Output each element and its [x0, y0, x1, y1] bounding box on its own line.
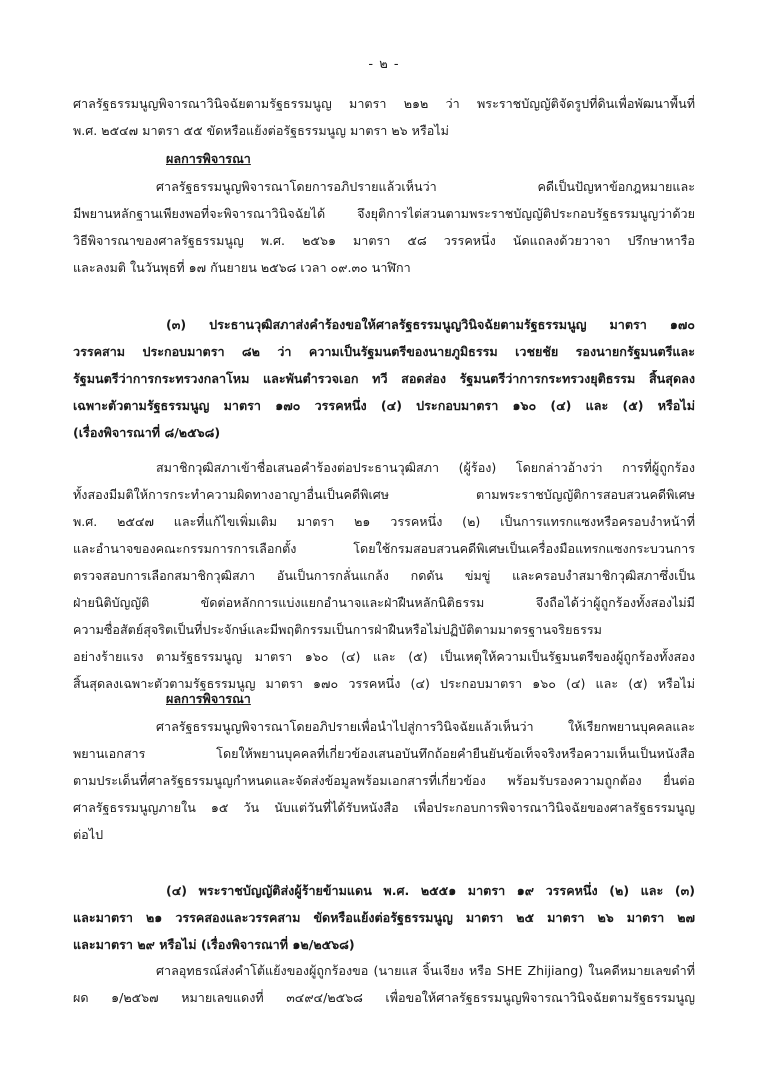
result-1-line-1: ศาลรัฐธรรมนูญพิจารณาโดยการอภิปรายแล้วเห็นว่า คดีเป็นปัญหาข้อกฎหมายและ [156, 179, 695, 194]
case-3-title-line-4: เฉพาะตัวตามรัฐธรรมนูญ มาตรา ๑๗๐ วรรคหนึ่ง (๔) ประกอบมาตรา ๑๖๐ (๔) และ (๕) หรือไม่ [73, 398, 695, 413]
case-3-body-line-7: ความซื่อสัตย์สุจริตเป็นที่ประจักษ์และมีพฤติกรรมเป็นการฝ่าฝืนหรือไม่ปฏิบัติตามมาตรฐานจริยธรรม [73, 622, 602, 637]
result-1-line-4: และลงมติ ในวันพุธที่ ๑๗ กันยายน ๒๕๖๘ เวลา ๐๙.๓๐ นาฬิกา [73, 260, 411, 275]
intro-line-2: พ.ศ. ๒๕๔๗ มาตรา ๕๕ ขัดหรือแย้งต่อรัฐธรรมนูญ มาตรา ๒๖ หรือไม่ [73, 123, 449, 138]
result-1-line-2: มีพยานหลักฐานเพียงพอที่จะพิจารณาวินิจฉัยได้ จึงยุติการไต่สวนตามพระราชบัญญัติประกอบรัฐธรรมนูญว่าด้วย [73, 206, 695, 221]
case-3-title-line-2: วรรคสาม ประกอบมาตรา ๘๒ ว่า ความเป็นรัฐมนตรีของนายภูมิธรรม เวชยชัย รองนายกรัฐมนตรีและ [73, 344, 695, 359]
case-3-body-line-8: อย่างร้ายแรง ตามรัฐธรรมนูญ มาตรา ๑๖๐ (๔) และ (๕) เป็นเหตุให้ความเป็นรัฐมนตรีของผู้ถูกร้องทั้งสอง [73, 649, 695, 664]
result-heading-1: ผลการพิจารณา [166, 151, 251, 166]
case-3-body-line-4: และอำนาจของคณะกรรมการการเลือกตั้ง โดยใช้กรมสอบสวนคดีพิเศษเป็นเครื่องมือแทรกแซงกระบวนการ [73, 541, 695, 556]
result-2-line-2: พยานเอกสาร โดยให้พยานบุคคลที่เกี่ยวข้องเสนอบันทึกถ้อยคำยืนยันข้อเท็จจริงหรือความเห็นเป็นหนังสือ [73, 746, 695, 761]
case-4-body-line-1: ศาลอุทธรณ์ส่งคำโต้แย้งของผู้ถูกร้องขอ (นายแส จิ้นเจียง หรือ SHE Zhijiang) ในคดีหมายเลขดำที่ [156, 963, 695, 978]
case-3-body-line-3: พ.ศ. ๒๕๔๗ และที่แก้ไขเพิ่มเติม มาตรา ๒๑ วรรคหนึ่ง (๒) เป็นการแทรกแซงหรือครอบงำหน้าที่ [73, 514, 695, 529]
case-3-body-line-9: สิ้นสุดลงเฉพาะตัวตามรัฐธรรมนูญ มาตรา ๑๗๐ วรรคหนึ่ง (๔) ประกอบมาตรา ๑๖๐ (๔) และ (๕) หรือไม่ [73, 676, 695, 691]
case-3-title-line-3: รัฐมนตรีว่าการกระทรวงกลาโหม และพันตำรวจเอก ทวี สอดส่อง รัฐมนตรีว่าการกระทรวงยุติธรรม สิ้นสุดลง [73, 371, 695, 386]
result-2-line-5: ต่อไป [73, 827, 104, 842]
result-1-line-3: วิธีพิจารณาของศาลรัฐธรรมนูญ พ.ศ. ๒๕๖๑ มาตรา ๕๘ วรรคหนึ่ง นัดแถลงด้วยวาจา ปรึกษาหารือ [73, 233, 695, 248]
case-4-title-line-2: และมาตรา ๒๑ วรรคสองและวรรคสาม ขัดหรือแย้งต่อรัฐธรรมนูญ มาตรา ๒๕ มาตรา ๒๖ มาตรา ๒๗ [73, 910, 695, 925]
case-3-body-line-1: สมาชิกวุฒิสภาเข้าชื่อเสนอคำร้องต่อประธานวุฒิสภา (ผู้ร้อง) โดยกล่าวอ้างว่า การที่ผู้ถูกร้อง [156, 460, 695, 475]
result-2-line-3: ตามประเด็นที่ศาลรัฐธรรมนูญกำหนดและจัดส่งข้อมูลพร้อมเอกสารที่เกี่ยวข้อง พร้อมรับรองความถูกต้อง ยื่นต่อ [73, 773, 695, 788]
intro-line-1: ศาลรัฐธรรมนูญพิจารณาวินิจฉัยตามรัฐธรรมนูญ มาตรา ๒๑๒ ว่า พระราชบัญญัติจัดรูปที่ดินเพื่อพัฒนาพื้นที่ [73, 96, 695, 111]
result-2-line-4: ศาลรัฐธรรมนูญภายใน ๑๕ วัน นับแต่วันที่ได้รับหนังสือ เพื่อประกอบการพิจารณาวินิจฉัยของศาลรัฐธรรมนูญ [73, 800, 695, 815]
case-3-title-line-5: (เรื่องพิจารณาที่ ๘/๒๕๖๘) [73, 425, 221, 440]
case-4-body-line-2: ผด ๑/๒๕๖๗ หมายเลขแดงที่ ๓๔๙๔/๒๕๖๘ เพื่อขอให้ศาลรัฐธรรมนูญพิจารณาวินิจฉัยตามรัฐธรรมนูญ [73, 990, 695, 1005]
case-4-title-line-1: (๔) พระราชบัญญัติส่งผู้ร้ายข้ามแดน พ.ศ. ๒๕๕๑ มาตรา ๑๙ วรรคหนึ่ง (๒) และ (๓) [166, 883, 695, 898]
case-3-title-line-1: (๓) ประธานวุฒิสภาส่งคำร้องขอให้ศาลรัฐธรรมนูญวินิจฉัยตามรัฐธรรมนูญ มาตรา ๑๗๐ [166, 317, 695, 332]
case-3-body-line-2: ทั้งสองมีมติให้การกระทำความผิดทางอาญาอื่นเป็นคดีพิเศษ ตามพระราชบัญญัติการสอบสวนคดีพิเศษ [73, 487, 695, 502]
page-number: - ๒ - [368, 57, 400, 72]
case-3-body-line-6: ฝ่ายนิติบัญญัติ ขัดต่อหลักการแบ่งแยกอำนาจและฝ่าฝืนหลักนิติธรรม จึงถือได้ว่าผู้ถูกร้องทั้งสองไม่มี [73, 595, 695, 610]
result-2-line-1: ศาลรัฐธรรมนูญพิจารณาโดยอภิปรายเพื่อนำไปสู่การวินิจฉัยแล้วเห็นว่า ให้เรียกพยานบุคคลและ [156, 719, 695, 734]
case-4-title-line-3: และมาตรา ๒๙ หรือไม่ (เรื่องพิจารณาที่ ๑๒/๒๕๖๘) [73, 937, 355, 952]
result-heading-2: ผลการพิจารณา [166, 691, 251, 706]
case-3-body-line-5: ตรวจสอบการเลือกสมาชิกวุฒิสภา อันเป็นการกลั่นแกล้ง กดดัน ข่มขู่ และครอบงำสมาชิกวุฒิสภาซึ่งเป็น [73, 568, 695, 583]
